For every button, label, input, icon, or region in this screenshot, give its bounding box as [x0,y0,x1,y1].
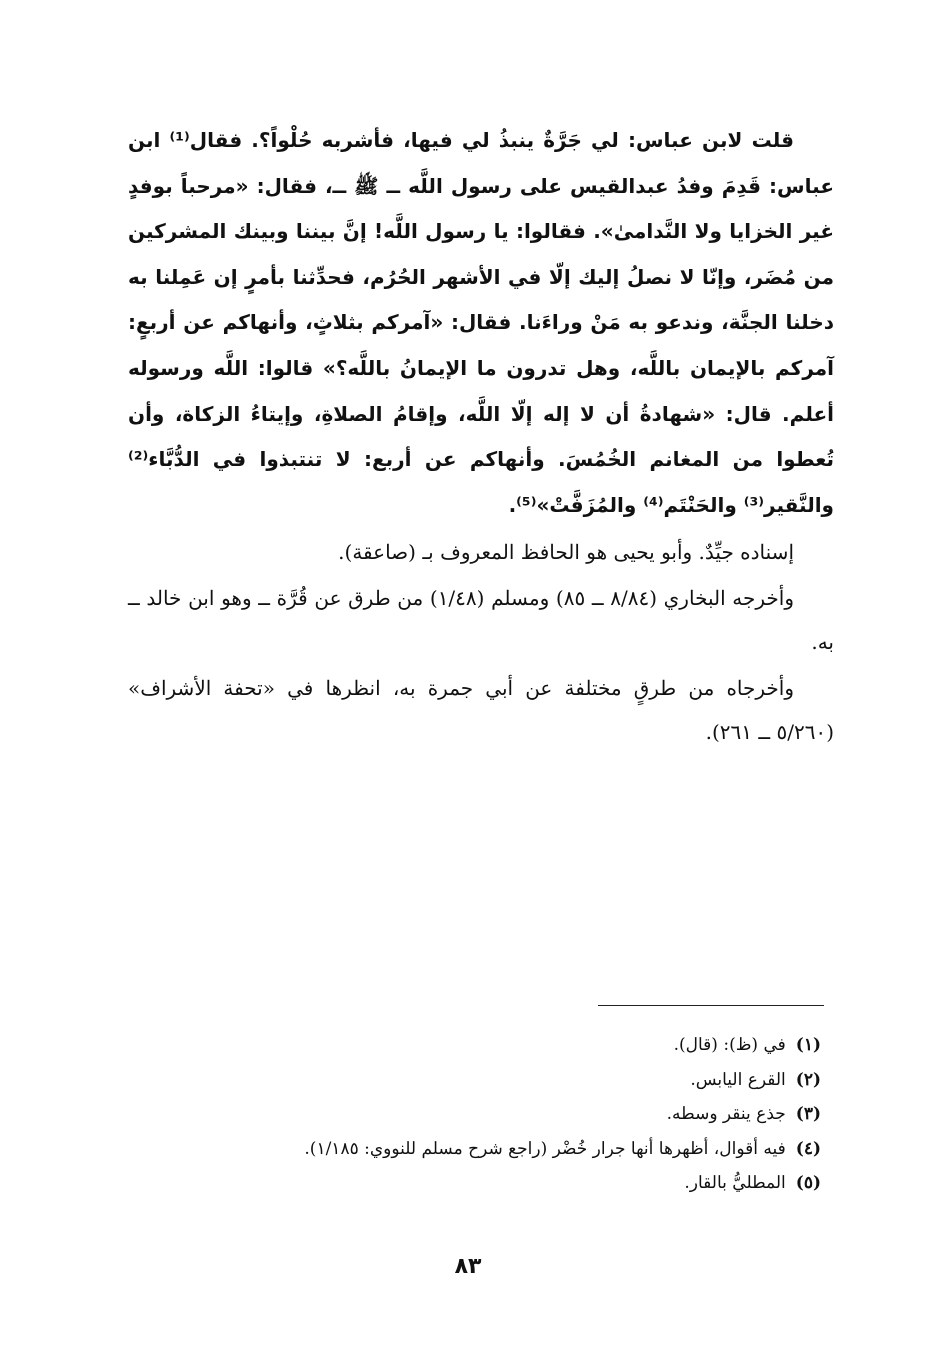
footnote-item [128,1132,821,1167]
footnote-number: (٤) [795,1138,821,1159]
hadith-paragraph: قلت لابن عباس: لي جَرَّةٌ ينبذُ لي فيها، فأشربه حُلْواً؟. فقال⁽¹⁾ ابن عباس: قَدِمَ وفدُ عبدالقيس على رسول اللَّه ــ ﷺ ــ، فقال: «مرحباً بوفدٍ غير الخزايا ولا النَّدامىٰ». فقالوا: يا رسول اللَّه! إنَّ بيننا وبينك المشركين من مُضَر، وإنّا لا نصلُ إليك إلّا في الأشهر الحُرُم، فحدِّثنا بأمرٍ إن عَمِلنا به دخلنا الجنَّة، وندعو به مَنْ وراءَنا. فقال: «آمركم بثلاثٍ، وأنهاكم عن أربعٍ: آمركم بالإيمان باللَّه، وهل تدرون ما الإيمانُ باللَّه؟» قالوا: اللَّه ورسوله أعلم. قال: «شهادةُ أن لا إله إلّا اللَّه، وإقامُ الصلاةِ، وإيتاءُ الزكاة، وأن تُعطوا من المغانم الخُمُسَ. وأنهاكم عن أربع: لا تنتبذوا في الدُّبَّاء⁽²⁾ والنَّقير⁽³⁾ والحَنْتَم⁽⁴⁾ والمُزَفَّتْ»⁽⁵⁾. [128,128,834,517]
footnote-text: فيه أقوال، أظهرها أنها جرار خُضْر (راجع شرح مسلم للنووي: ١/١٨٥). [304,1138,786,1159]
footnote-number: (٢) [795,1069,821,1090]
footnote-number: (١) [795,1035,821,1055]
footnote-text: القرع اليابس. [690,1069,786,1090]
footnote-item [128,1063,821,1098]
footnotes [128,1028,821,1201]
footnote-text: جذع ينقر وسطه. [666,1104,786,1124]
footnote-item [128,1097,821,1132]
page-number: ٨٣ [454,1254,482,1279]
takhrij-paragraph-2: وأخرجاه من طرقٍ مختلفة عن أبي جمرة به، انظرها في «تحفة الأشراف» (٥/٢٦٠ ــ ٢٦١). [128,676,834,745]
footnote-item [128,1028,821,1063]
main-text [128,118,834,754]
footnote-number: (٣) [795,1104,821,1124]
footnote-separator [598,1005,824,1006]
footnote-number: (٥) [795,1173,821,1193]
footnote-item [128,1166,821,1201]
footnote-text: المطليُّ بالقار. [684,1173,786,1193]
takhrij-paragraph: وأخرجه البخاري (٨/٨٤ ــ ٨٥) ومسلم (١/٤٨) من طرق عن قُرَّة ــ وهو ابن خالد ــ به. [128,586,834,655]
isnad-paragraph: إسناده جيِّدٌ. وأبو يحيى هو الحافظ المعروف بـ (صاعقة). [338,540,794,565]
footnote-text: في (ظ): (قال). [673,1035,786,1055]
